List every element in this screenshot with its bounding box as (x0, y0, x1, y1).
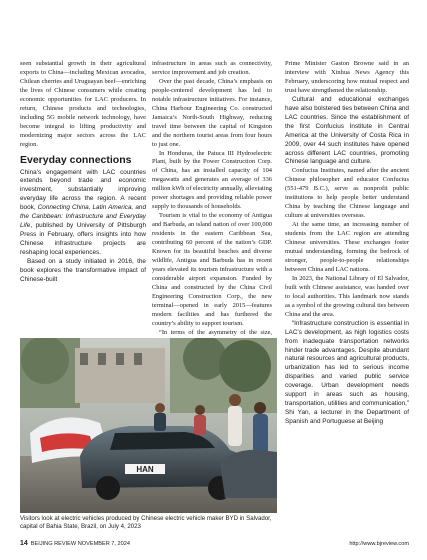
paragraph: “Infrastructure construction is essential in LAC’s development, as high logistics costs from inadequate transportation networks hinder trade advantages. Despite abundant natural resources and agricultural products, urbanization has led to serious income disparities and varied public service coverage. Urban development needs support in areas such as housing, transportation, utilities and communication,” Shi Yan, a lecturer in the Department of Spanish and Portuguese at Beijing (285, 319, 409, 426)
page-number: 14 (20, 540, 28, 547)
photo-caption: Visitors look at electric vehicles produced by Chinese electric vehicle maker BYD in Salvador, capital of Bahia State, Brazil, on July 4, 2023 (20, 515, 272, 531)
paragraph: Confucius Institutes, named after the ancient Chinese philosopher and educator Confucius (551-479 B.C.), serve as nonprofit public institutions to help people better understand China by teaching the Chinese language and culture at universities overseas. (285, 167, 409, 220)
paragraph: At the same time, an increasing number of students from the LAC region are attending Chinese universities. These exchanges foster mutual understanding, forming the bedrock of stronger, people-to-people relationships between China and LAC nations. (285, 221, 409, 273)
paragraph: infrastructure in areas such as connectivity, service improvement and job creation. (152, 60, 272, 76)
electric-vehicles-photo (20, 338, 277, 513)
paragraph: Over the past decade, China’s emphasis on people-centered development has led to notable infrastructure initiatives. For instance, China Harbour Engineering Co. constructed Jamaica’s North-South Highway, reducing travel time between the capital of Kingston and the northern tourist areas from four hours to just one. (152, 77, 272, 148)
page-footer (20, 540, 409, 550)
paragraph: Tourism is vital to the economy of Antigua and Barbuda, an island nation of over 100,000 residents in the eastern Caribbean Sea, contributing 60 percent of the nation’s GDP. Known for its beautiful beaches and diverse wildlife, Antigua and Barbuda has in recent years elevated its tourism infrastructure with a considerable airport expansion. Funded by China and constructed by the China Civil Engineering Construction Corp., the new terminal—opened in early 2015—features modern facilities and has furthered the country’s ability to support tourism. (152, 212, 272, 327)
book-title: Connecting China, Latin America, and the Caribbean: Infrastructure and Everyday Life (20, 204, 146, 230)
paragraph: In Honduras, the Patuca III Hydroelectric Plant, built by the Power Construction Corp. of China, has an installed capacity of 104 megawatts and generates an average of 336 million kWh of electricity annually, alleviating power shortages and providing reliable power supply to thousands of households. (152, 149, 272, 211)
paragraph: In 2023, the National Library of El Salvador, built with Chinese assistance, was handed over to local authorities. This landmark now stands as a symbol of the growing cultural ties between China and the area. (285, 274, 409, 318)
paragraph: “In terms of the asymmetry of the size, (159, 328, 272, 336)
article-column-3 (285, 60, 409, 427)
website-url: http://www.bjreview.com (349, 541, 409, 547)
article-column-2 (152, 60, 272, 373)
paragraph: China’s engagement with LAC countries extends beyond trade and economic investment, substantially improving everyday life across the region. A recent book, Connecting China, Latin America, and the Caribbean: Infrastructure and Everyday Life, published by University of Pittsburgh Press in February, offers insights into how Chinese infrastructure projects are reshaping local experiences. (20, 168, 146, 257)
paragraph: seen substantial growth in their agricultural exports to China—including Mexican avocados, Chilean cherries and Uruguayan beef—enriching the lives of Chinese consumers while creating economic opportunities for LAC producers. In return, Chinese products and technologies, including 5G mobile network technology, have become integral to lifting productivity and modernizing major sectors across the LAC region. (20, 60, 146, 148)
issue-label: BEIJING REVIEW NOVEMBER 7, 2024 (30, 541, 130, 547)
paragraph: Prime Minister Gaston Browne said in an interview with Xinhua News Agency this February, underscoring how mutual respect and trust have strengthened the relationship. (285, 60, 409, 94)
paragraph: Based on a study initiated in 2016, the book explores the transformative impact of Chinese-built (20, 258, 146, 283)
news-photo (20, 338, 277, 513)
section-heading: Everyday connections (20, 153, 132, 166)
license-plate: HAN (136, 465, 154, 474)
article-column-1 (20, 60, 146, 285)
paragraph: Cultural and educational exchanges have also bolstered ties between China and LAC countries. Since the establishment of the first Confucius Institute in Central America at the University of Costa Rica in 2009, over 44 such institutes have opened across different LAC countries, promoting Chinese language and culture. (285, 95, 409, 166)
